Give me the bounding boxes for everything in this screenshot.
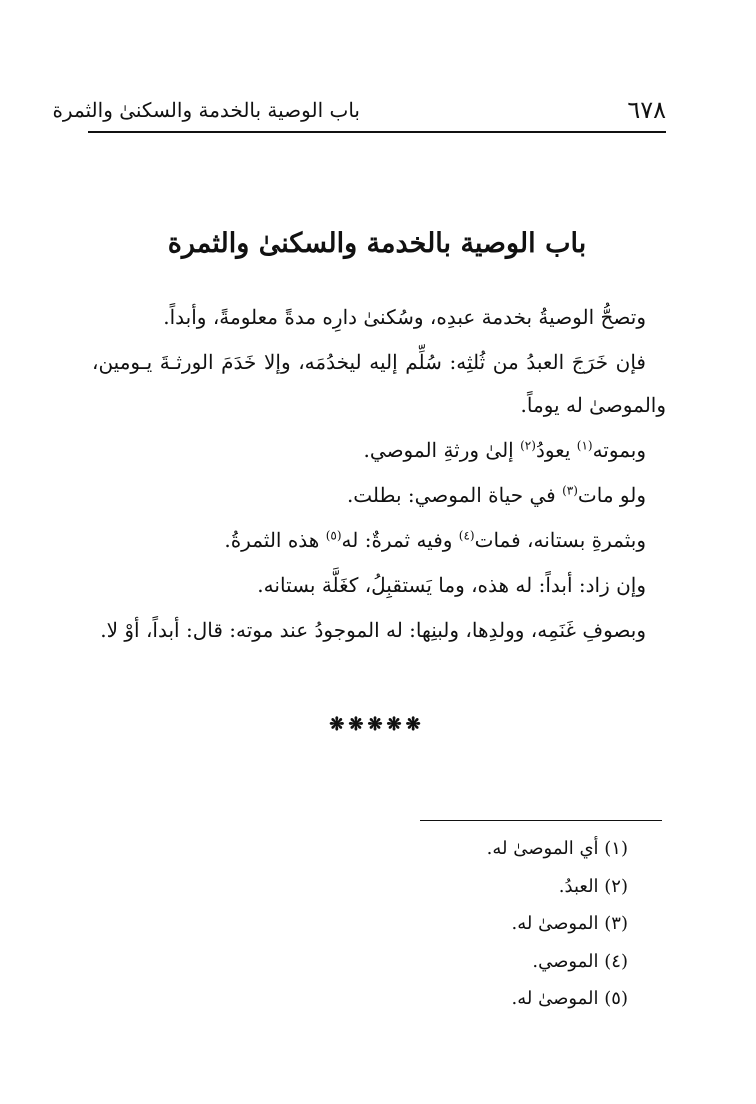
footnote-ref: (٣)	[562, 483, 578, 498]
paragraph-text: إلىٰ ورثةِ الموصي.	[363, 438, 521, 462]
paragraph-text: وبثمرةِ بستانه، فمات	[474, 528, 646, 552]
footnote: (١) أي الموصىٰ له.	[486, 838, 628, 859]
running-title: باب الوصية بالخدمة والسكنىٰ والثمرة	[52, 98, 360, 122]
paragraph-text: ولو مات	[577, 483, 646, 507]
paragraph	[92, 519, 666, 562]
paragraph: وتصحُّ الوصيةُ بخدمة عبدِه، وسُكنىٰ دارِه مدةً معلومةً، وأبداً.	[163, 305, 646, 329]
footnote: (٢) العبدُ.	[558, 875, 628, 897]
page-number: ٦٧٨	[627, 96, 666, 124]
paragraph: وبصوفِ غَنَمِه، وولدِها، ولبنِها: له الموجودُ عند موته: قال: أبداً، أوْ لا.	[100, 618, 646, 642]
footnote: (٤) الموصي.	[532, 950, 628, 972]
footnote: (٥) الموصىٰ له.	[511, 988, 628, 1009]
paragraph: فإن خَرَجَ العبدُ من ثُلثِه: سُلِّم إليه ليخدُمَه، وإلا خَدَمَ الورثـةَ يـومين، والموصىٰ له يوماً.	[92, 350, 666, 417]
paragraph-text: في حياة الموصي: بطلت.	[346, 483, 563, 507]
chapter-title: باب الوصية بالخدمة والسكنىٰ والثمرة	[167, 228, 587, 259]
paragraph-text: وفيه ثمرةٌ: له	[341, 528, 459, 552]
footnote: (٣) الموصىٰ له.	[511, 913, 628, 934]
paragraph: وإن زاد: أبداً: له هذه، وما يَستقبِلُ، كغَلَّة بستانه.	[257, 573, 646, 597]
footnote-rule	[420, 820, 662, 821]
section-separator: ❋❋❋❋❋	[329, 714, 425, 735]
paragraph-text: يعودُ	[535, 438, 577, 462]
paragraph-text: وبموته	[592, 438, 646, 462]
header-rule	[88, 131, 666, 133]
footnote-ref: (٢)	[520, 438, 536, 453]
footnotes	[300, 830, 628, 1018]
footnote-ref: (٤)	[458, 528, 475, 543]
paragraph	[92, 429, 666, 472]
running-header	[52, 96, 666, 130]
body-text	[92, 296, 666, 654]
paragraph-text: هذه الثمرةُ.	[224, 528, 326, 552]
footnote-ref: (١)	[576, 438, 593, 453]
footnote-ref: (٥)	[325, 528, 342, 543]
paragraph	[92, 474, 666, 517]
